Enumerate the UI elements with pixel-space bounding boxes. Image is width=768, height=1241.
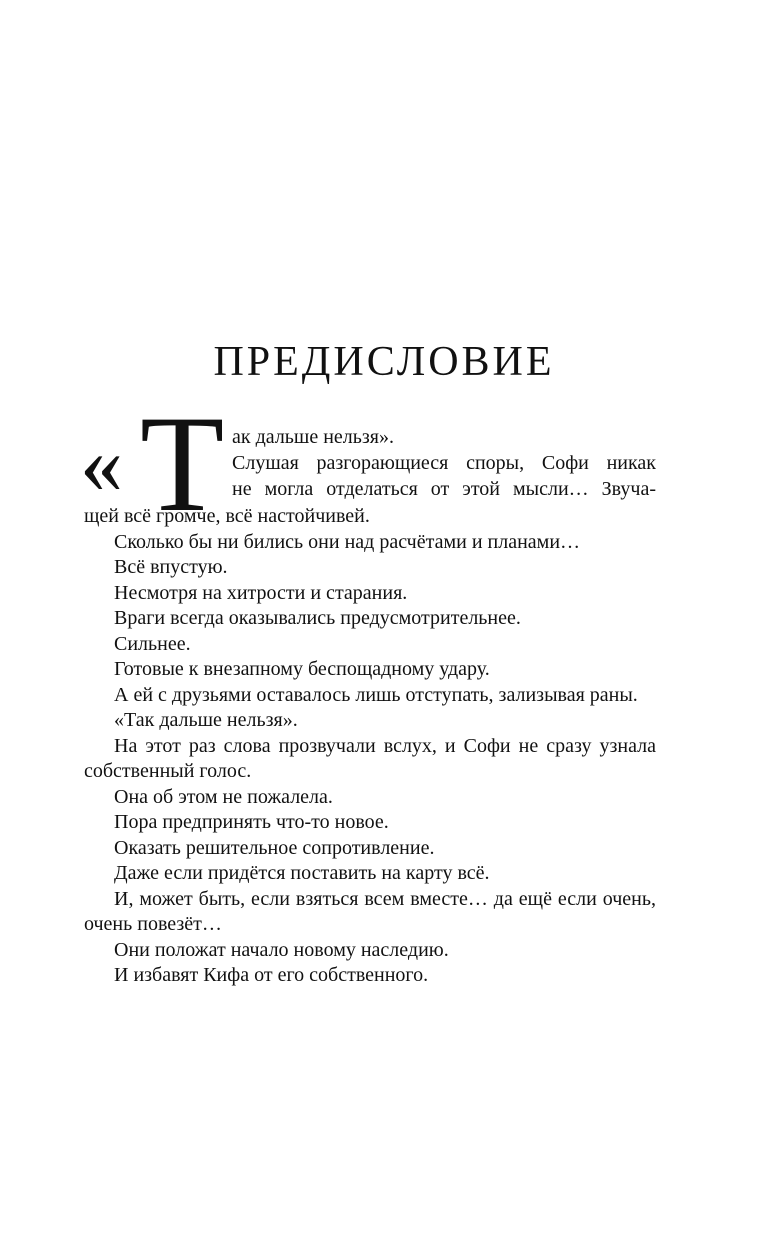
paragraph: Всё впустую. — [114, 556, 228, 578]
paragraph: Пора предпринять что-то новое. — [114, 811, 389, 833]
dropcap-letter: Т — [140, 387, 225, 540]
paragraph: щей всё громче, всё настойчивей. — [84, 505, 370, 527]
lead-line-1: ак дальше нельзя». — [232, 426, 394, 448]
lead-paragraph-2 — [232, 450, 656, 502]
paragraph: Сколько бы ни бились они над расчётами и планами… — [114, 530, 581, 553]
paragraph: «Так дальше нельзя». — [114, 709, 298, 731]
paragraph: Она об этом не пожалела. — [114, 785, 333, 808]
body-text — [84, 504, 656, 989]
paragraph: Готовые к внезапному беспощадному удару. — [114, 658, 490, 680]
dropcap-opening-quote: « — [80, 415, 123, 511]
chapter-title: ПРЕДИСЛОВИЕ — [213, 339, 555, 385]
lead-line-3: не могла отделаться от этой мысли… Звуча- — [232, 478, 656, 500]
paragraph: И избавят Кифа от его собственного. — [114, 964, 429, 986]
paragraph: Даже если придётся поставить на карту всё. — [114, 862, 490, 884]
paragraph: И, может быть, если взяться всем вместе… да ещё если очень, очень повезёт… — [84, 887, 656, 935]
paragraph: Несмотря на хитрости и старания. — [114, 581, 408, 604]
paragraph: Сильнее. — [114, 632, 191, 655]
paragraph: А ей с друзьями оставалось лишь отступать, зализывая раны. — [114, 683, 638, 706]
paragraph: На этот раз слова прозвучали вслух, и Софи не сразу узнала собственный голос. — [84, 734, 656, 782]
paragraph: Оказать решительное сопротивление. — [114, 836, 435, 859]
lead-paragraph — [232, 424, 656, 450]
paragraph: Они положат начало новому наследию. — [114, 938, 449, 961]
lead-line-2: Слушая разгорающиеся споры, Софи никак — [232, 452, 656, 474]
paragraph: Враги всегда оказывались предусмотрительнее. — [114, 607, 521, 629]
